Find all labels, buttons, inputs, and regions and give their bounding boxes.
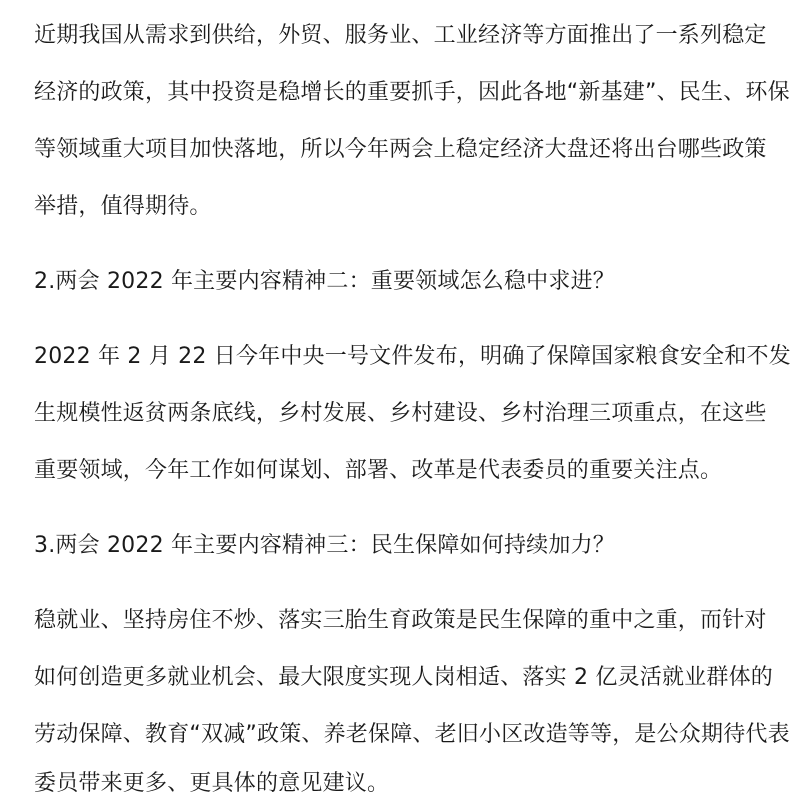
- paragraph-5-line-4: 委员带来更多、更具体的意见建议。: [34, 771, 390, 796]
- paragraph-5-line-3: 劳动保障、教育“双减”政策、养老保障、老旧小区改造等等，是公众期待代表: [34, 722, 790, 747]
- paragraph-1-line-1: 近期我国从需求到供给，外贸、服务业、工业经济等方面推出了一系列稳定: [34, 23, 767, 48]
- paragraph-1-line-4: 举措，值得期待。: [34, 194, 212, 219]
- paragraph-5-line-2: 如何创造更多就业机会、最大限度实现人岗相适、落实 2 亿灵活就业群体的: [34, 665, 773, 690]
- paragraph-3-line-3: 重要领域，今年工作如何谋划、部署、改革是代表委员的重要关注点。: [34, 458, 723, 483]
- section-heading-3: 3.两会 2022 年主要内容精神三：民生保障如何持续加力？: [34, 533, 615, 558]
- paragraph-1-line-3: 等领域重大项目加快落地，所以今年两会上稳定经济大盘还将出台哪些政策: [34, 137, 767, 162]
- paragraph-1-line-2: 经济的政策，其中投资是稳增长的重要抓手，因此各地“新基建”、民生、环保: [34, 80, 790, 105]
- section-heading-2: 2.两会 2022 年主要内容精神二：重要领域怎么稳中求进？: [34, 269, 615, 294]
- paragraph-3-line-2: 生规模性返贫两条底线，乡村发展、乡村建设、乡村治理三项重点，在这些: [34, 401, 767, 426]
- paragraph-3-line-1: 2022 年 2 月 22 日今年中央一号文件发布，明确了保障国家粮食安全和不发: [34, 344, 791, 369]
- paragraph-5-line-1: 稳就业、坚持房住不炒、落实三胎生育政策是民生保障的重中之重，而针对: [34, 608, 767, 633]
